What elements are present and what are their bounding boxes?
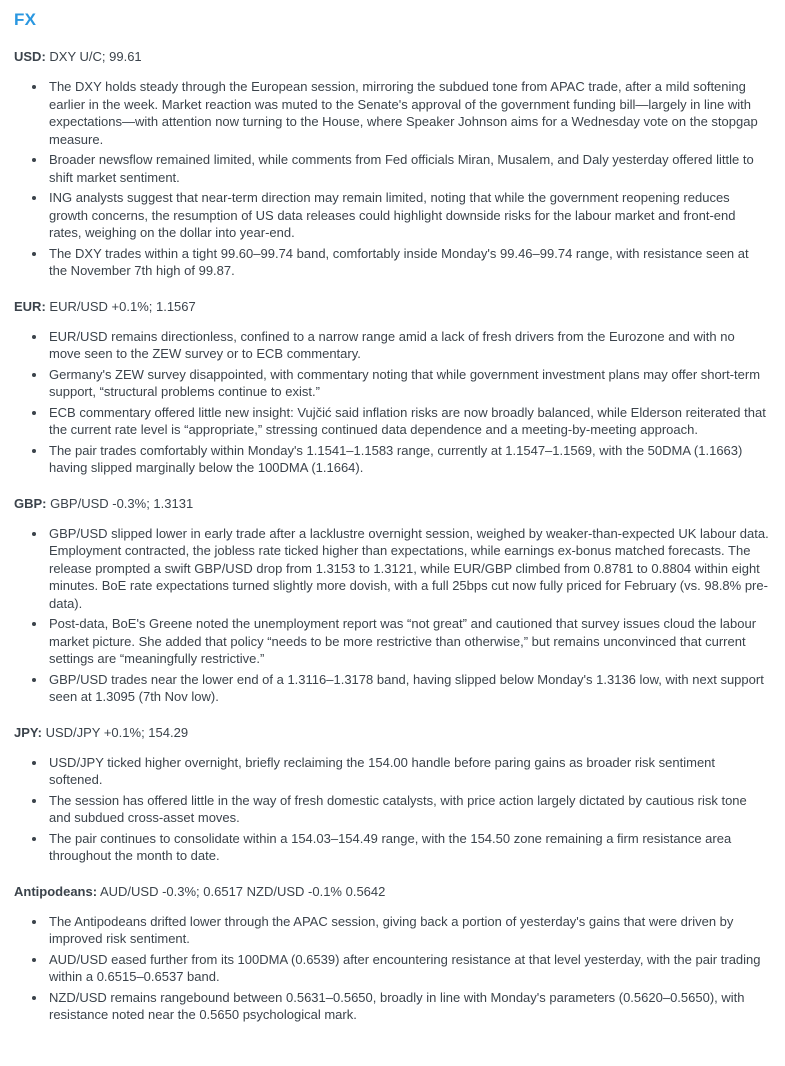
currency-label-usd: USD: xyxy=(14,49,46,64)
currency-summary-usd: DXY U/C; 99.61 xyxy=(49,49,142,64)
bullet-item: • The DXY trades within a tight 99.60–99.74 band, comfortably inside Monday's 99.46–99.74 range, with resistance seen at the November 7th high of 99.87. xyxy=(47,245,769,280)
bullet-item: • The pair trades comfortably within Monday's 1.1541–1.1583 range, currently at 1.1547–1.1569, with the 50DMA (1.1663) having slipped marginally below the 100DMA (1.1664). xyxy=(47,442,769,477)
currency-label-jpy: JPY: xyxy=(14,724,42,740)
bullet-item: • NZD/USD remains rangebound between 0.5631–0.5650, broadly in line with Monday's parameters (0.5620–0.5650), with resistance noted near the 0.5650 psychological mark. xyxy=(47,989,769,1024)
bullet-list-usd xyxy=(14,78,769,280)
section-usd xyxy=(14,48,769,280)
bullet-item: • EUR/USD remains directionless, confined to a narrow range amid a lack of fresh drivers from the Eurozone and with no move seen to the ZEW survey or to ECB commentary. xyxy=(47,328,769,363)
currency-label-antipodeans: Antipodeans: xyxy=(14,883,98,899)
bullet-item: • ECB commentary offered little new insight: Vujčić said inflation risks are now broadly balanced, while Elderson reiterated that the current rate level is “appropriate,” stressing continued data dependence and a meeting-by-meeting approach. xyxy=(47,404,769,439)
section-header-gbp xyxy=(14,495,769,512)
section-antipodeans xyxy=(14,883,769,1024)
section-header-antipodeans xyxy=(14,883,769,900)
bullet-item: • Post-data, BoE's Greene noted the unemployment report was “not great” and cautioned that survey issues cloud the labour market picture. She added that policy “needs to be more restrictive than otherwise,” but remains unconvinced that current settings are “meaningfully restrictive.” xyxy=(47,615,769,668)
bullet-item: • Germany's ZEW survey disappointed, with commentary noting that while government investment plans may offer short-term support, “structural problems continue to exist.” xyxy=(47,366,769,401)
currency-summary-gbp: GBP/USD -0.3%; 1.3131 xyxy=(50,495,194,511)
bullet-item: • USD/JPY ticked higher overnight, briefly reclaiming the 154.00 handle before paring gains as broader risk sentiment softened. xyxy=(47,754,769,789)
bullet-list-gbp xyxy=(14,525,769,706)
page-title: FX xyxy=(14,10,37,29)
section-gbp xyxy=(14,495,769,706)
currency-label-gbp: GBP: xyxy=(14,495,47,511)
section-header-usd xyxy=(14,48,769,65)
bullet-item: • The pair continues to consolidate within a 154.03–154.49 range, with the 154.50 zone remaining a firm resistance area throughout the month to date. xyxy=(47,830,769,865)
currency-summary-jpy: USD/JPY +0.1%; 154.29 xyxy=(45,724,189,740)
currency-label-eur: EUR: xyxy=(14,298,46,314)
bullet-item: • The session has offered little in the way of fresh domestic catalysts, with price action largely dictated by cautious risk tone and subdued cross-asset moves. xyxy=(47,792,769,827)
section-eur xyxy=(14,298,769,477)
currency-summary-antipodeans: AUD/USD -0.3%; 0.6517 NZD/USD -0.1% 0.5642 xyxy=(99,883,386,899)
bullet-item: • Broader newsflow remained limited, while comments from Fed officials Miran, Musalem, and Daly yesterday offered little to shift market sentiment. xyxy=(47,151,769,186)
bullet-list-eur xyxy=(14,328,769,477)
bullet-item: • The DXY holds steady through the European session, mirroring the subdued tone from APAC trade, after a mild softening earlier in the week. Market reaction was muted to the Senate's approval of the government funding bill—largely in line with expectations—with attention now turning to the House, where Speaker Johnson aims for a Wednesday vote on the stopgap measure. xyxy=(47,78,769,148)
section-header-jpy xyxy=(14,724,769,741)
section-header-eur xyxy=(14,298,769,315)
section-jpy xyxy=(14,724,769,865)
bullet-item: • GBP/USD trades near the lower end of a 1.3116–1.3178 band, having slipped below Monday's 1.3136 low, with next support seen at 1.3095 (7th Nov low). xyxy=(47,671,769,706)
bullet-list-jpy xyxy=(14,754,769,865)
bullet-item: • The Antipodeans drifted lower through the APAC session, giving back a portion of yesterday's gains that were driven by improved risk sentiment. xyxy=(47,913,769,948)
bullet-item: • GBP/USD slipped lower in early trade after a lacklustre overnight session, weighed by weaker-than-expected UK labour data. Employment contracted, the jobless rate ticked higher than expectations, while earnings ex-bonus matched forecasts. The release prompted a swift GBP/USD drop from 1.3153 to 1.3121, while EUR/GBP climbed from 0.8781 to 0.8804 within eight minutes. BoE rate expectations turned slightly more dovish, with a full 25bps cut now fully priced for February (vs. 98.8% pre-data). xyxy=(47,525,769,613)
currency-summary-eur: EUR/USD +0.1%; 1.1567 xyxy=(49,298,196,314)
bullet-item: • ING analysts suggest that near-term direction may remain limited, noting that while the government reopening reduces growth concerns, the resumption of US data releases could highlight downside risks for the labour market and front-end rates, weighing on the dollar into year-end. xyxy=(47,189,769,242)
bullet-item: • AUD/USD eased further from its 100DMA (0.6539) after encountering resistance at that level yesterday, with the pair trading within a 0.6515–0.6537 band. xyxy=(47,951,769,986)
bullet-list-antipodeans xyxy=(14,913,769,1024)
